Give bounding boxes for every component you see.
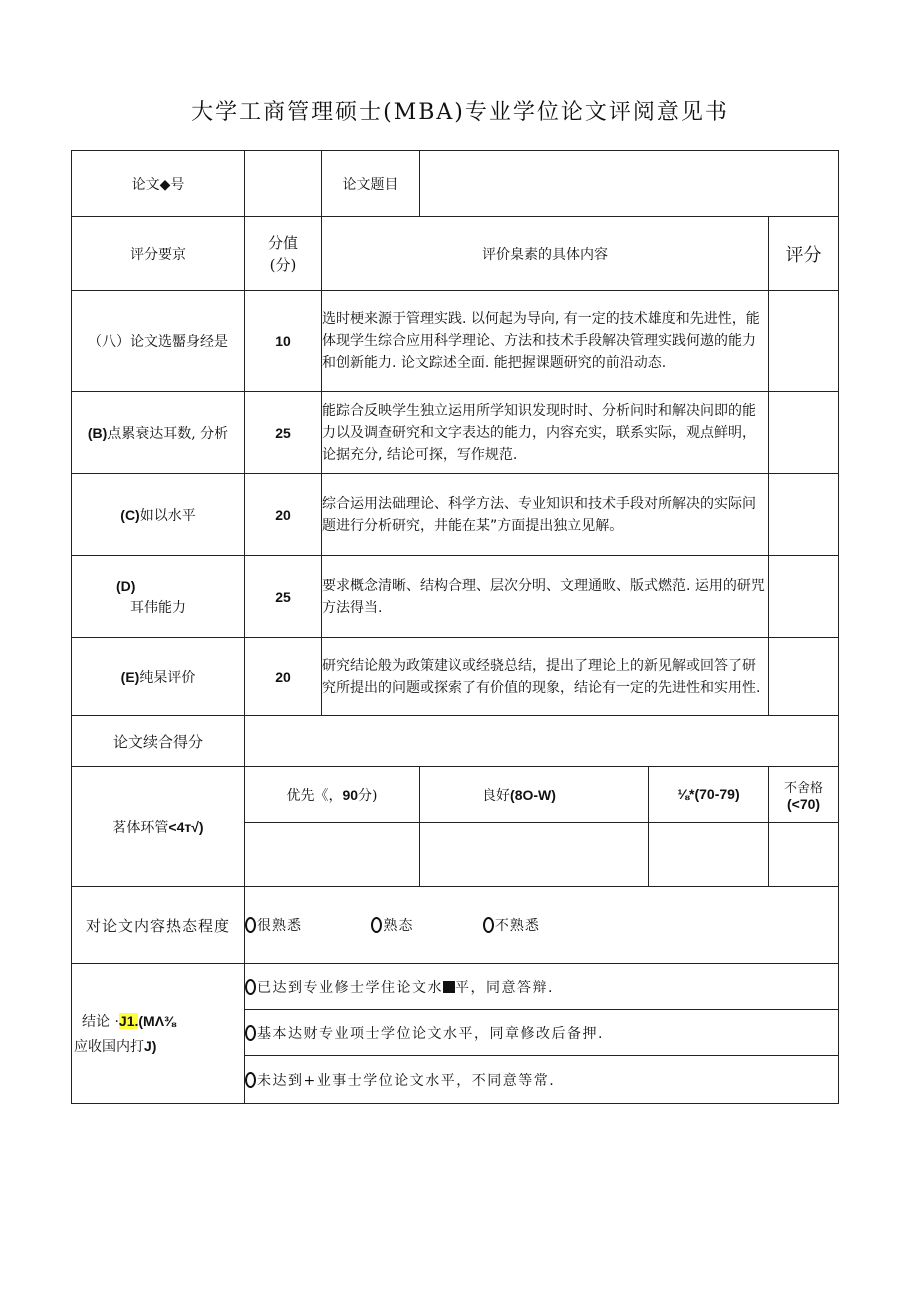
thesis-title-field[interactable] xyxy=(420,151,839,217)
overall-grade-label xyxy=(72,767,245,887)
criterion-row xyxy=(72,392,839,474)
points-header-line1: 分值 xyxy=(267,233,298,252)
grade-good-cell[interactable] xyxy=(420,823,649,887)
thesis-number-label: 论文◆号 xyxy=(72,151,245,217)
overall-grade-row xyxy=(72,767,839,823)
criterion-text: 耳伟能力 xyxy=(130,599,186,616)
conclusion-row xyxy=(72,964,839,1010)
criterion-points: 25 xyxy=(245,556,322,638)
conclusion-label-line2-note: J) xyxy=(144,1037,157,1054)
conclusion-label-note: (MΛ⅜ xyxy=(138,1012,176,1029)
page-title: 大学工商管理硕士(MBA)专业学位论文评阅意见书 xyxy=(191,100,729,125)
conclusion-option-fail[interactable] xyxy=(245,1056,839,1104)
criterion-score-field[interactable] xyxy=(769,638,839,716)
criterion-content: 研究结论般为政策建议或经骁总结，提出了理论上的新见解或回答了研究所提出的问题或探索了有价值的现象，结论有一定的先进性和实用性. xyxy=(322,638,769,716)
criterion-content: 能踪合反映学生独立运用所学知识发现时时、分析问时和解决问即的能力以及调查研究和文字表达的能力，内容充实，联系实际，观点鲜明，论据充分, 结论可探，写作规范. xyxy=(322,392,769,474)
grade-medium-cell[interactable] xyxy=(649,823,769,887)
thesis-info-row xyxy=(72,151,839,217)
conclusion-option-text-end: 平，同意答辩. xyxy=(455,979,554,996)
conclusion-label-line1 xyxy=(74,1009,244,1034)
criterion-score-field[interactable] xyxy=(769,556,839,638)
grade-good-text: 良好 xyxy=(482,787,511,804)
grade-excellent-range: 90 xyxy=(342,786,359,803)
black-square-icon xyxy=(443,981,455,993)
criterion-text: 如以水平 xyxy=(139,507,196,524)
grade-fail-text: 不舍格 xyxy=(784,780,824,796)
criterion-row xyxy=(72,474,839,556)
grade-good-header xyxy=(420,767,649,823)
grade-medium-range: ⅛*(70-79) xyxy=(677,786,740,802)
grade-fail-cell[interactable] xyxy=(769,823,839,887)
criterion-prefix: (D) xyxy=(116,577,136,594)
criterion-label xyxy=(72,638,245,716)
familiarity-row xyxy=(72,887,839,964)
grade-medium-header xyxy=(649,767,769,823)
criterion-content: 选时梗来源于管理实践. 以何起为导向, 有一定的技术雄度和先进性，能体现学生综合应用科学理论、方法和技术手段解决管理实践何遨的能力和创新能力. 论文踪述全面. 能把握课题研究的前沿动态. xyxy=(322,291,769,392)
familiarity-options xyxy=(245,887,839,964)
criterion-points: 25 xyxy=(245,392,322,474)
score-header: 评分 xyxy=(769,217,839,291)
criteria-header: 评分要京 xyxy=(72,217,245,291)
radio-circle-icon xyxy=(245,1072,256,1088)
familiarity-option-label: 熟态 xyxy=(383,918,414,934)
criterion-points: 20 xyxy=(245,638,322,716)
overall-grade-label-note: <4т√) xyxy=(168,818,204,835)
thesis-title-label: 论文题目 xyxy=(322,151,420,217)
criterion-label xyxy=(72,392,245,474)
criterion-label xyxy=(72,474,245,556)
criterion-score-field[interactable] xyxy=(769,392,839,474)
grade-good-range: (8O-W) xyxy=(510,786,556,803)
criterion-row xyxy=(72,638,839,716)
criterion-prefix: (B) xyxy=(87,424,108,441)
conclusion-label-highlight: J1. xyxy=(118,1012,139,1029)
conclusion-option-text: 基本达财专业项士学位论文水平，同章修改后备押. xyxy=(257,1025,604,1042)
criterion-text: 点累衰达耳数, 分析 xyxy=(107,425,229,442)
radio-circle-icon xyxy=(245,979,256,995)
conclusion-label-line2 xyxy=(74,1034,244,1059)
overall-grade-label-text: 茗体环管 xyxy=(112,819,169,836)
criterion-score-field[interactable] xyxy=(769,291,839,392)
criterion-content: 综合运用法础理论、科学方法、专业知识和技术手段对所解决的实际问题进行分析研究，井能在某”方面提出独立见解。 xyxy=(322,474,769,556)
points-header xyxy=(245,217,322,291)
thesis-number-field[interactable] xyxy=(245,151,322,217)
total-score-row xyxy=(72,716,839,767)
criterion-text: 纯杲评价 xyxy=(139,669,196,686)
grade-excellent-suffix: 分) xyxy=(358,787,378,804)
conclusion-label-line2-text: 应收国内打 xyxy=(74,1038,144,1055)
conclusion-option-revise[interactable] xyxy=(245,1010,839,1056)
criterion-label: （八）论文选靨身经是 xyxy=(72,291,245,392)
criterion-label xyxy=(72,556,245,638)
radio-circle-icon xyxy=(245,1025,256,1041)
familiarity-option-familiar[interactable] xyxy=(371,915,413,935)
grade-excellent-header xyxy=(245,767,420,823)
familiarity-label: 对论文内容热态程度 xyxy=(72,887,245,964)
radio-circle-icon xyxy=(371,917,382,933)
grade-fail-range: (<70) xyxy=(786,795,821,812)
grade-fail-header xyxy=(769,767,839,823)
grade-excellent-cell[interactable] xyxy=(245,823,420,887)
criterion-row xyxy=(72,291,839,392)
criterion-points: 10 xyxy=(245,291,322,392)
total-score-label: 论文续合得分 xyxy=(72,716,245,767)
points-header-line2: (分) xyxy=(269,255,297,274)
criterion-row xyxy=(72,556,839,638)
criterion-prefix: (C) xyxy=(120,506,140,523)
column-header-row xyxy=(72,217,839,291)
familiarity-option-unfamiliar[interactable] xyxy=(483,915,540,935)
conclusion-label xyxy=(72,964,245,1104)
criterion-prefix: (E) xyxy=(120,668,140,685)
review-form-table xyxy=(71,150,839,1104)
criterion-content: 要求概念清晰、结构合理、层次分明、文理通畋、版式燃范. 运用的研咒方法得当. xyxy=(322,556,769,638)
conclusion-option-text: 未达到+业事士学位论文水平，不同意等常. xyxy=(257,1072,556,1089)
total-score-field[interactable] xyxy=(245,716,839,767)
criterion-points: 20 xyxy=(245,474,322,556)
radio-circle-icon xyxy=(483,917,494,933)
conclusion-option-pass[interactable] xyxy=(245,964,839,1010)
conclusion-option-text: 已达到专业修士学住论文水 xyxy=(257,979,443,996)
familiarity-option-very[interactable] xyxy=(245,915,302,935)
content-header: 评价臬素的具体内容 xyxy=(322,217,769,291)
grade-excellent-text: 优先《， xyxy=(286,787,343,804)
criterion-score-field[interactable] xyxy=(769,474,839,556)
radio-circle-icon xyxy=(245,917,256,933)
familiarity-option-label: 不熟悉 xyxy=(494,918,540,934)
conclusion-label-text: 结论 · xyxy=(82,1013,119,1030)
familiarity-option-label: 很熟悉 xyxy=(257,918,302,934)
